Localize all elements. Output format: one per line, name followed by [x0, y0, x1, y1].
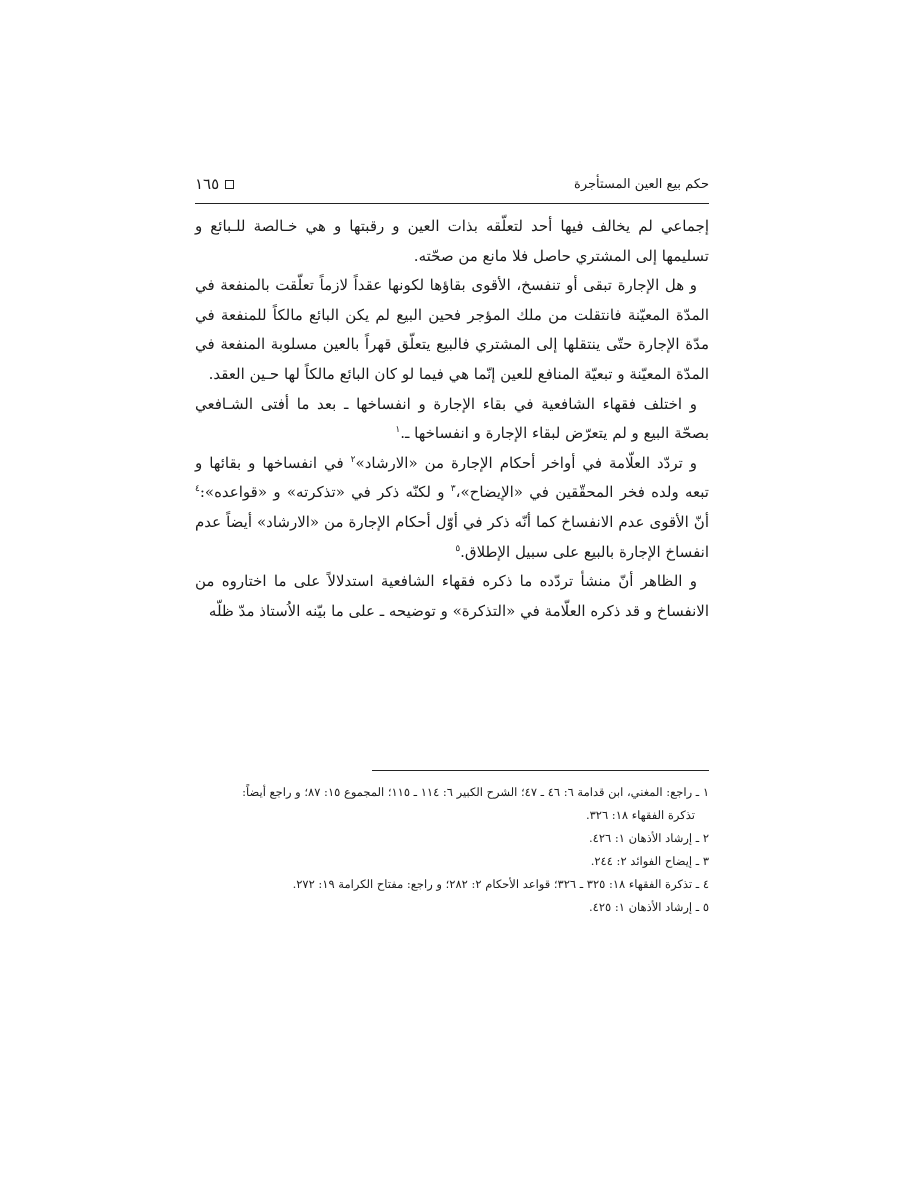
footnote-ref-3[interactable]: ٣: [450, 484, 456, 495]
page-header: [195, 170, 709, 198]
footnote-divider: [372, 770, 709, 771]
footnote-3: ٣ ـ إيضاح الفوائد ٢: ٢٤٤.: [590, 854, 709, 868]
paragraph-1: إجماعي لم يخالف فيها أحد لتعلّقه بذات العين و رقبتها و هي خـالصة للـبائع و تسليمها إلى المشتري حاصل فلا مانع من صحّته.: [195, 217, 709, 265]
main-text: [195, 212, 709, 626]
paragraph-4-part-a: و تردّد العلّامة في أواخر أحكام الإجارة من «الارشاد»: [355, 453, 698, 472]
header-divider: [195, 203, 709, 204]
running-title: حكم بيع العين المستأجرة: [574, 176, 709, 192]
footnote-1: ١ ـ راجع: المغني، ابن قدامة ٦: ٤٦ ـ ٤٧؛ الشرح الكبير ٦: ١١٤ ـ ١١٥؛ المجموع ١٥: ٨٧؛ و راجع أيضاً:: [242, 785, 709, 799]
footnote-2: ٢ ـ إرشاد الأذهان ١: ٤٢٦.: [589, 831, 709, 845]
page-number: ١٦٥: [195, 175, 220, 193]
footnote-1-continuation: تذكرة الفقهاء ١٨: ٣٢٦.: [585, 808, 695, 822]
paragraph-4: [195, 449, 709, 567]
paragraph-4-part-b: في انفساخها و بقائها و تبعه ولده فخر المحقّقين في «الإيضاح»،: [195, 453, 709, 502]
footnote-4: ٤ ـ تذكرة الفقهاء ١٨: ٣٢٥ ـ ٣٢٦؛ قواعد الأحكام ٢: ٢٨٢؛ و راجع: مفتاح الكرامة ١٩: ٢٧٢.: [292, 877, 709, 891]
paragraph-2: و هل الإجارة تبقى أو تنفسخ، الأقوى بقاؤها لكونها عقداً لازماً تعلّقت بالمنفعة في المدّة المعيّنة فانتقلت من ملك المؤجر فحين البيع لم يكن البائع مالكاً للمنفعة في مدّة الإجارة حتّى ينتقلها إلى المشتري فالبيع يتعلّق قهراً بالعين مسلوبة المنفعة في المدّة المعيّنة و تبعيّة المنافع للعين إنّما هي فيما لو كان البائع مالكاً لها حـين العقد.: [195, 276, 709, 383]
footnote-ref-4[interactable]: ٤: [195, 484, 200, 495]
footnotes: [195, 781, 709, 919]
footnote-ref-2[interactable]: ٢: [350, 454, 356, 465]
footnote-5: ٥ ـ إرشاد الأذهان ١: ٤٢٥.: [589, 900, 709, 914]
paragraph-5: و الظاهر أنّ منشأ تردّده ما ذكره فقهاء الشافعية استدلالاً على ما اختاروه من الانفساخ و قد ذكره العلّامة في «التذكرة» و توضيحه ـ على ما بيّنه الاُستاذ مدّ ظلّه: [195, 572, 709, 620]
footnote-ref-1[interactable]: ١: [395, 425, 401, 436]
paragraph-3: [195, 390, 709, 449]
square-box-icon: [225, 180, 234, 189]
paragraph-4-part-d: أنّ الأقوى عدم الانفساخ كما أنّه ذكر في أوّل أحكام الإجارة من «الارشاد» أيضاً عدم انفساخ الإجارة بالبيع على سبيل الإطلاق.: [195, 512, 709, 561]
footnote-ref-5[interactable]: ٥: [455, 543, 461, 554]
page-number-group: [195, 175, 234, 193]
paragraph-3-text: و اختلف فقهاء الشافعية في بقاء الإجارة و انفساخها ـ بعد ما أفتى الشـافعي بصحّة البيع و لم يتعرّض لبقاء الإجارة و انفساخها ـ.: [195, 394, 709, 443]
paragraph-4-part-c: و لكنّه ذكر في «تذكرته» و «قواعده»:: [199, 483, 451, 502]
